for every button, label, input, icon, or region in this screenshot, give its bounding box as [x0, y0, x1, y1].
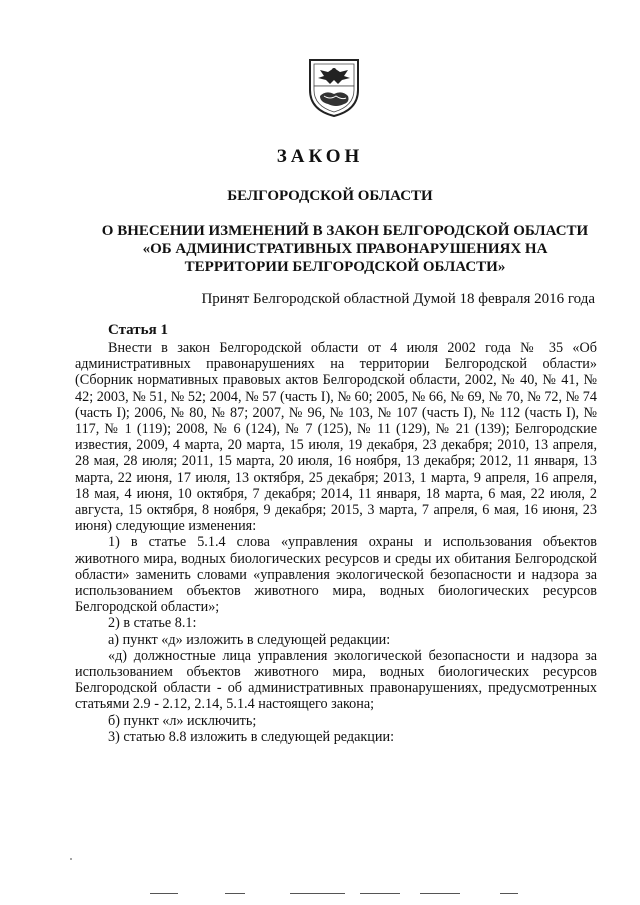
footer-rule — [290, 893, 345, 894]
adoption-note: Принят Белгородской областной Думой 18 февраля 2016 года — [201, 291, 595, 307]
law-heading-line: О ВНЕСЕНИИ ИЗМЕНЕНИЙ В ЗАКОН БЕЛГОРОДСКОЙ ОБЛАСТИ — [101, 223, 589, 239]
paragraph: 2) в статье 8.1: — [108, 615, 197, 632]
footer-rule — [360, 893, 400, 894]
footer-rule — [500, 893, 518, 894]
paragraph: Внести в закон Белгородской области от 4 июля 2002 года № 35 «Об административных правонарушениях на территории Белгородской области» (Сборник нормативных правовых актов Белгородской области, 2002, № 40, № 41, № 42; 2003, № 51, № 52; 2004, № 57 (часть I), № 60; 2005, № 66, № 69, № 70, № 72, № 74 (часть I); 2006, № 80, № 87; 2007, № 96, № 103, № 107 (часть I), № 112 (часть I), № 117, № 1 (119); 2008, № 6 (124), № 7 (125), № 11 (129), № 21 (139); Белгородские известия, 2009, 4 марта, 20 марта, 15 июля, 19 декабря, 23 декабря; 2010, 13 апреля, 28 мая, 28 июля; 2011, 15 марта, 20 июля, 16 ноября, 13 декабря; 2012, 11 января, 13 марта, 22 июня, 17 июля, 13 октября, 25 декабря; 2013, 1 марта, 9 апреля, 16 апреля, 18 мая, 4 июня, 10 октября, 7 декабря; 2014, 11 января, 18 марта, 6 мая, 22 июля, 2 августа, 15 октября, 8 ноября, 9 декабря; 2015, 3 марта, 7 апреля, 6 мая, 16 июня, 23 июня) следующие изменения: — [75, 340, 597, 535]
law-heading — [80, 222, 610, 276]
document-subtitle: БЕЛГОРОДСКОЙ ОБЛАСТИ — [227, 188, 433, 204]
law-heading-line: ТЕРРИТОРИИ БЕЛГОРОДСКОЙ ОБЛАСТИ» — [184, 259, 506, 275]
paragraph: 3) статью 8.8 изложить в следующей редакции: — [108, 728, 395, 745]
coat-of-arms-icon — [306, 56, 362, 118]
law-heading-line: «ОБ АДМИНИСТРАТИВНЫХ ПРАВОНАРУШЕНИЯХ НА — [142, 241, 548, 257]
paragraph: 1) в статье 5.1.4 слова «управления охраны и использования объектов животного мира, водных биологических ресурсов и среды их обитания Белгородской области» заменить словами «управления экологической безопасности и надзора за использованием объектов животного мира, водных биологических ресурсов Белгородской области»; — [75, 534, 597, 616]
paragraph: «д) должностные лица управления экологической безопасности и надзора за использованием объектов животного мира, водных биологических ресурсов Белгородской области - об административных правонарушениях, предусмотренных статьями 2.9 - 2.12, 2.14, 5.1.4 настоящего закона; — [75, 647, 597, 713]
document-title: ЗАКОН — [276, 146, 364, 167]
footer-rule — [150, 893, 178, 894]
paragraph: б) пункт «л» исключить; — [108, 712, 257, 729]
paragraph: а) пункт «д» изложить в следующей редакции: — [108, 631, 391, 648]
footer-rule — [420, 893, 460, 894]
footer-rule — [225, 893, 245, 894]
article-heading: Статья 1 — [108, 322, 168, 338]
scan-speck — [70, 858, 72, 860]
article-body — [75, 340, 597, 745]
